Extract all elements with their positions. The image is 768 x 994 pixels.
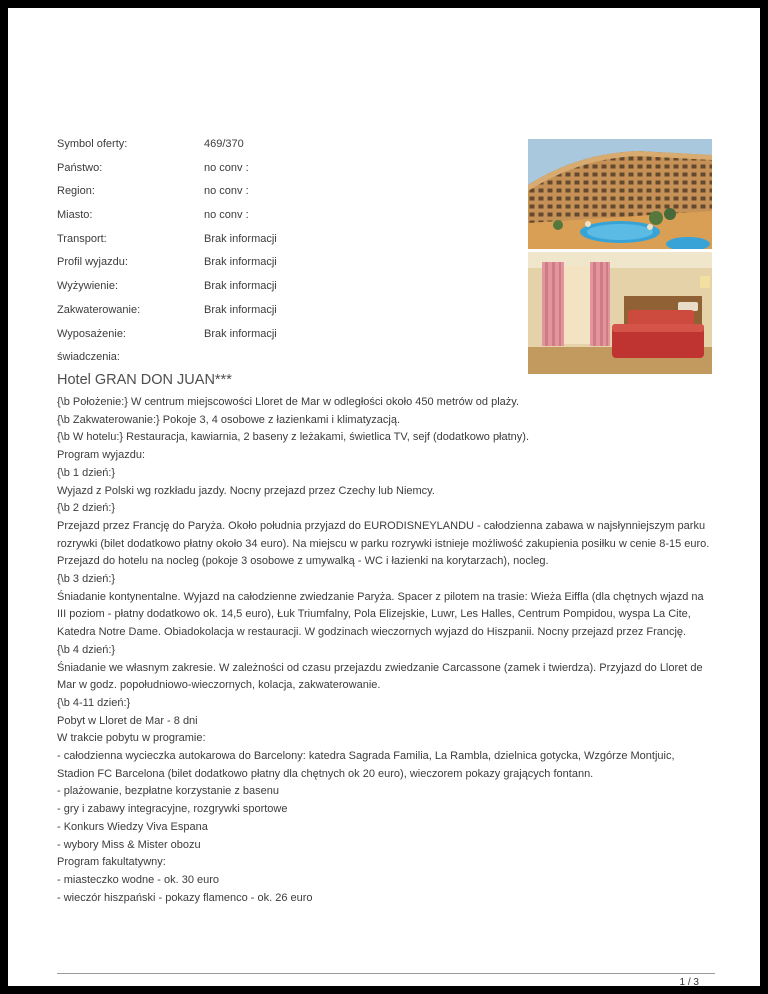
detail-row [57,138,277,162]
body-paragraph: {\b 1 dzień:} [57,466,116,479]
detail-value: Brak informacji [204,303,277,316]
hotel-room-photo [528,252,712,374]
body-paragraph: - gry i zabawy integracyjne, rozgrywki sportowe [57,803,288,816]
detail-value: Brak informacji [204,327,277,340]
hotel-exterior-photo [528,139,712,249]
body-paragraph: - Konkurs Wiedzy Viva Espana [57,820,208,833]
detail-value: no conv : [204,209,249,222]
detail-value: no conv : [204,185,249,198]
detail-value: Brak informacji [204,232,277,245]
body-paragraph: - wieczór hiszpański - pokazy flamenco - ok. 26 euro [57,891,313,904]
detail-row [57,256,277,280]
detail-label: Państwo: [57,161,103,174]
page-number: 1 / 3 [679,977,699,988]
body-paragraph: {\b Zakwaterowanie:} Pokoje 3, 4 osobowe z łazienkami i klimatyzacją. [57,413,401,426]
detail-value: 469/370 [204,138,244,150]
body-paragraph: {\b 4-11 dzień:} [57,696,131,709]
detail-row [57,233,277,257]
detail-label: Zakwaterowanie: [57,303,141,316]
body-paragraph: Program wyjazdu: [57,449,146,462]
body-paragraph: - wybory Miss & Mister obozu [57,838,201,851]
body-paragraph: {\b Położenie:} W centrum miejscowości Lloret de Mar w odległości około 450 metrów od plaży. [57,396,520,408]
page-footer [57,973,715,988]
photo-column [528,139,712,374]
detail-label: Wyposażenie: [57,327,126,340]
detail-label: Symbol oferty: [57,138,128,150]
detail-row [57,162,277,186]
body-paragraph: {\b 3 dzień:} [57,573,116,586]
body-paragraph: W trakcie pobytu w programie: [57,732,206,745]
body-paragraph: - plażowanie, bezpłatne korzystanie z basenu [57,785,279,798]
detail-label: Region: [57,185,95,198]
body-paragraph: Wyjazd z Polski wg rozkładu jazdy. Nocny przejazd przez Czechy lub Niemcy. [57,484,435,497]
body-paragraph: Program fakultatywny: [57,856,166,869]
detail-label: Profil wyjazdu: [57,256,128,269]
detail-row [57,209,277,233]
detail-label: Miasto: [57,209,93,222]
body-paragraph: {\b W hotelu:} Restauracja, kawiarnia, 2 baseny z leżakami, świetlica TV, sejf (dodatkowo płatny). [57,431,530,444]
detail-row [57,304,277,328]
document-page [8,8,760,986]
body-paragraph: - miasteczko wodne - ok. 30 euro [57,873,220,886]
body-paragraph: Przejazd przez Francję do Paryża. Około południa przyjazd do EURODISNEYLANDU - całodzienna zabawa w najsłynniejszym parku rozrywki (bilet dodatkowo płatny około 34 euro). Na miejscu w parku rozrywki istnieje możliwość zakupienia posiłku w cenie 8-15 euro. Przejazd do hotelu na nocleg (pokoje 3 osobowe z umywalką - WC i łazienki na korytarzach), nocleg. [57,519,710,568]
detail-value: Brak informacji [204,256,277,269]
body-paragraph: Śniadanie kontynentalne. Wyjazd na całodzienne zwiedzanie Paryża. Spacer z pilotem na trasie: Wieża Eiffla (dla chętnych wjazd na III poziom - płatny dodatkowo ok. 14,5 euro), Łuk Triumfalny, Pola Elizejskie, Luwr, Les Halles, Centrum Pompidou, wyspa La Cite, Katedra Notre Dame. Obiadokolacja w restauracji. W godzinach wieczornych wyjazd do Hiszpanii. Nocny przejazd przez Francję. [57,590,704,639]
detail-value: Brak informacji [204,280,277,293]
detail-value: no conv : [204,161,249,174]
offer-description [57,394,714,907]
detail-row [57,280,277,304]
body-paragraph: Śniadanie we własnym zakresie. W zależności od czasu przejazdu zwiedzanie Carcassone (zamek i twierdza). Przyjazd do Lloret de Mar w godz. popołudniowo-wieczornych, kolacja, zakwaterowanie. [57,661,703,692]
detail-label: Wyżywienie: [57,280,119,293]
detail-row [57,328,277,352]
body-paragraph: - całodzienna wycieczka autokarowa do Barcelony: katedra Sagrada Familia, La Rambla, dzielnica gotycka, Wzgórze Montjuic, Stadion FC Barcelona (bilet dodatkowo płatny dla chętnych ok 20 euro), wieczorem pokazy grających fontann. [57,750,675,780]
detail-row [57,185,277,209]
body-paragraph: {\b 4 dzień:} [57,643,116,656]
body-paragraph: Pobyt w Lloret de Mar - 8 dni [57,714,198,727]
offer-details-table [57,138,277,375]
detail-label: Transport: [57,232,107,245]
hotel-title: Hotel GRAN DON JUAN*** [57,372,232,388]
detail-label: świadczenia: [57,351,120,364]
body-paragraph: {\b 2 dzień:} [57,502,116,515]
